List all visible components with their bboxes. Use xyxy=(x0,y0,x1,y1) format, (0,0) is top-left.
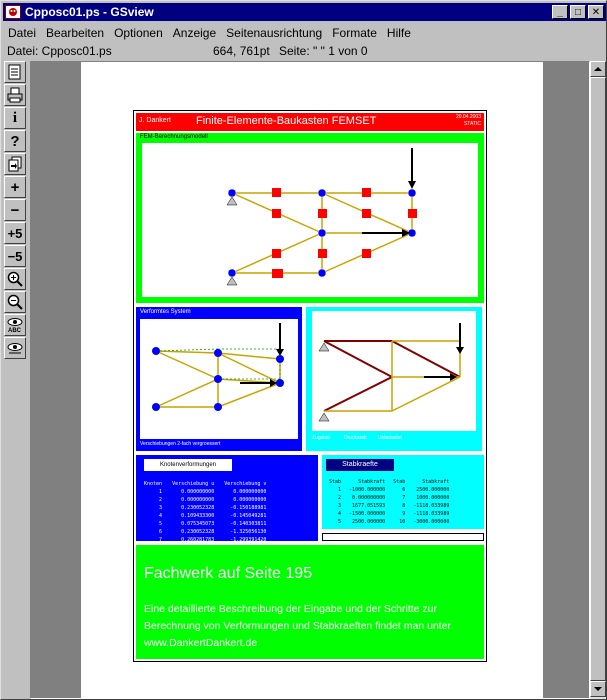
table-header-cell: Stab xyxy=(393,479,406,485)
table-cell: 1 xyxy=(338,487,342,493)
table-cell: -1118.033989 xyxy=(413,511,450,517)
table-cell: 4 xyxy=(338,511,342,517)
deformed-system-label: Verformtes System xyxy=(140,309,191,315)
info-heading: Fachwerk auf Seite 195 xyxy=(144,565,313,582)
node-displacements-panel xyxy=(136,455,318,541)
table-cell: 0.000000000 xyxy=(181,489,215,495)
table-cell: 6 xyxy=(159,529,163,535)
menu-anzeige[interactable]: Anzeige xyxy=(172,25,217,40)
scroll-up-button[interactable] xyxy=(590,61,606,77)
skip-back-icon: −5 xyxy=(7,248,23,264)
print-icon xyxy=(7,87,23,103)
table-cell: -1500.000000 xyxy=(349,511,386,517)
table-header-cell: Verschiebung u xyxy=(172,481,215,487)
zoom-out-icon xyxy=(7,294,23,310)
table-row xyxy=(140,521,270,527)
scroll-thumb[interactable] xyxy=(590,77,606,681)
document-header xyxy=(136,113,484,131)
table-header-cell: Knoten xyxy=(144,481,163,487)
table-row xyxy=(140,497,270,503)
document-viewport[interactable] xyxy=(30,61,590,699)
table-cell: 1677.051593 xyxy=(352,503,386,509)
info-panel xyxy=(136,545,484,659)
next-page-button[interactable] xyxy=(4,176,26,198)
bar-forces-drawing xyxy=(312,311,476,431)
table-cell: 0.000000000 xyxy=(233,497,267,503)
table-cell: 2 xyxy=(159,497,163,503)
table-row xyxy=(326,503,452,509)
close-button[interactable] xyxy=(588,5,604,19)
prev-page-button[interactable] xyxy=(4,199,26,221)
info-button[interactable] xyxy=(4,107,26,129)
table-cell: 3 xyxy=(338,503,342,509)
skip-forward-button[interactable] xyxy=(4,222,26,244)
maximize-button[interactable] xyxy=(570,5,586,19)
table-cell: 8 xyxy=(402,503,406,509)
window-title: Cpposc01.ps - GSview xyxy=(25,5,154,19)
bar-forces-table-header: Stabkraefte xyxy=(326,459,394,471)
table-cell: 0.260281783 xyxy=(181,537,215,543)
table-cell: 10 xyxy=(399,519,406,525)
skip-forward-icon: +5 xyxy=(7,225,23,241)
table-row xyxy=(140,537,270,543)
help-icon: ? xyxy=(10,132,20,150)
status-coords: 664, 761pt xyxy=(213,44,270,58)
table-cell: 3 xyxy=(159,505,163,511)
table-header-cell: Stabkraft xyxy=(422,479,450,485)
table-cell: -3000.000000 xyxy=(413,519,450,525)
bar-forces-table xyxy=(324,477,454,527)
table-row xyxy=(326,511,452,517)
document-date-value: 20.04.2003 xyxy=(455,114,481,120)
legend-tension: Zugstab xyxy=(312,435,331,441)
table-cell: -1000.000000 xyxy=(349,487,386,493)
table-cell: -0.145049281 xyxy=(230,513,267,519)
table-cell: 0.230052328 xyxy=(181,505,215,511)
table-cell: 4 xyxy=(159,513,163,519)
find-text-button[interactable] xyxy=(4,314,26,336)
menu-bar xyxy=(3,23,606,42)
table-header-row xyxy=(326,479,452,485)
table-cell: 5 xyxy=(159,521,163,527)
table-cell: 7 xyxy=(159,537,163,543)
table-row xyxy=(140,505,270,511)
table-header-cell: Verschiebung v xyxy=(224,481,267,487)
bar-forces-table-panel xyxy=(322,455,484,529)
skip-back-button[interactable] xyxy=(4,245,26,267)
status-line xyxy=(3,42,606,60)
table-row xyxy=(326,487,452,493)
help-button[interactable] xyxy=(4,130,26,152)
document-date xyxy=(456,114,481,128)
table-row xyxy=(140,513,270,519)
table-cell: 0.109433300 xyxy=(181,513,215,519)
table-row xyxy=(326,495,452,501)
print-button[interactable] xyxy=(4,84,26,106)
document-author: J. Dankert xyxy=(139,117,171,124)
fem-truss-drawing xyxy=(142,143,478,297)
table-row xyxy=(326,519,452,525)
menu-formate[interactable]: Formate xyxy=(332,25,377,40)
open-file-button[interactable] xyxy=(4,61,26,83)
goto-page-icon xyxy=(7,156,23,172)
close-icon: ✕ xyxy=(591,6,601,18)
find-next-icon xyxy=(6,340,24,356)
status-page: Seite: " " 1 von 0 xyxy=(279,44,368,58)
blank-field xyxy=(322,533,484,541)
table-cell: 0.000000000 xyxy=(352,495,386,501)
arrow-up-icon xyxy=(594,66,602,72)
menu-datei[interactable]: Datei xyxy=(8,25,37,40)
node-displacements-header: Knotenverformungen xyxy=(144,459,232,471)
table-cell: -0.150188981 xyxy=(230,505,267,511)
menu-optionen[interactable]: Optionen xyxy=(114,25,163,40)
svg-text:ABC: ABC xyxy=(8,328,21,333)
table-header-row xyxy=(140,481,270,487)
bar-forces-panel xyxy=(306,307,482,451)
next-page-icon: + xyxy=(10,178,20,196)
table-row xyxy=(140,529,270,535)
table-cell: -1.299391420 xyxy=(230,537,267,543)
table-row xyxy=(140,489,270,495)
minimize-button[interactable] xyxy=(552,5,568,19)
prev-page-icon: − xyxy=(10,201,20,219)
table-cell: -0.140303811 xyxy=(230,521,267,527)
table-cell: 2 xyxy=(338,495,342,501)
table-cell: 1 xyxy=(159,489,163,495)
table-cell: 1000.000000 xyxy=(416,495,450,501)
legend-compression: Druckstab xyxy=(344,435,367,441)
document-frame xyxy=(133,110,487,662)
arrow-down-icon xyxy=(594,686,602,692)
scroll-down-button[interactable] xyxy=(590,681,606,697)
table-cell: 5 xyxy=(338,519,342,525)
table-header-cell: Stab xyxy=(329,479,342,485)
zoom-in-button[interactable] xyxy=(4,268,26,290)
document-page xyxy=(81,62,543,699)
table-cell: 7 xyxy=(402,495,406,501)
table-cell: 0.075345073 xyxy=(181,521,215,527)
document-title: Finite-Elemente-Baukasten FEMSET xyxy=(196,115,377,127)
bar-forces-canvas xyxy=(312,311,476,431)
menu-seitenausrichtung[interactable]: Seitenausrichtung xyxy=(226,25,323,40)
menu-bearbeiten[interactable]: Bearbeiten xyxy=(46,25,105,40)
table-cell: 2500.000000 xyxy=(416,487,450,493)
fem-model-label: FEM-Berechnungsmodell xyxy=(140,134,208,140)
goto-page-button[interactable] xyxy=(4,153,26,175)
maximize-icon: □ xyxy=(574,6,582,18)
table-cell: 0.000000000 xyxy=(233,489,267,495)
gsview-app-icon[interactable] xyxy=(5,5,21,19)
minimize-icon: _ xyxy=(557,6,563,18)
node-displacements-table xyxy=(138,479,272,545)
deformed-system-panel xyxy=(136,307,302,451)
find-next-button[interactable] xyxy=(4,337,26,359)
deformed-system-footer: Verschiebungen 2-fach vergroessert xyxy=(140,441,221,447)
deformed-system-canvas xyxy=(140,319,298,439)
zoom-out-button[interactable] xyxy=(4,291,26,313)
fem-model-panel xyxy=(136,133,484,303)
document-date-sub: STATIC xyxy=(463,121,481,127)
open-file-icon xyxy=(8,64,22,80)
vertical-scrollbar[interactable] xyxy=(590,61,606,699)
legend-unloaded: Unbelastet xyxy=(378,435,402,441)
fem-model-canvas xyxy=(142,143,478,297)
zoom-in-icon xyxy=(7,271,23,287)
deformed-truss-drawing xyxy=(140,319,298,439)
menu-hilfe[interactable]: Hilfe xyxy=(386,25,411,40)
find-text-icon xyxy=(6,317,24,333)
table-cell: 0.000000000 xyxy=(181,497,215,503)
info-icon: i xyxy=(12,109,18,126)
table-cell: 6 xyxy=(402,487,406,493)
table-header-cell: Stabkraft xyxy=(358,479,386,485)
table-cell: -1118.033989 xyxy=(413,503,450,509)
table-cell: 2500.000000 xyxy=(352,519,386,525)
table-cell: 0.230052328 xyxy=(181,529,215,535)
table-cell: 9 xyxy=(402,511,406,517)
title-bar[interactable] xyxy=(3,3,606,21)
toolbar xyxy=(4,61,28,360)
table-cell: -1.325056130 xyxy=(230,529,267,535)
status-file: Datei: Cpposc01.ps xyxy=(7,44,112,58)
info-text: Eine detaillierte Beschreibung der Eingabe und der Schritte zur Berechnung von Verformungen und Stabkraeften findet man unter www.DankertDankert.de xyxy=(144,603,452,649)
